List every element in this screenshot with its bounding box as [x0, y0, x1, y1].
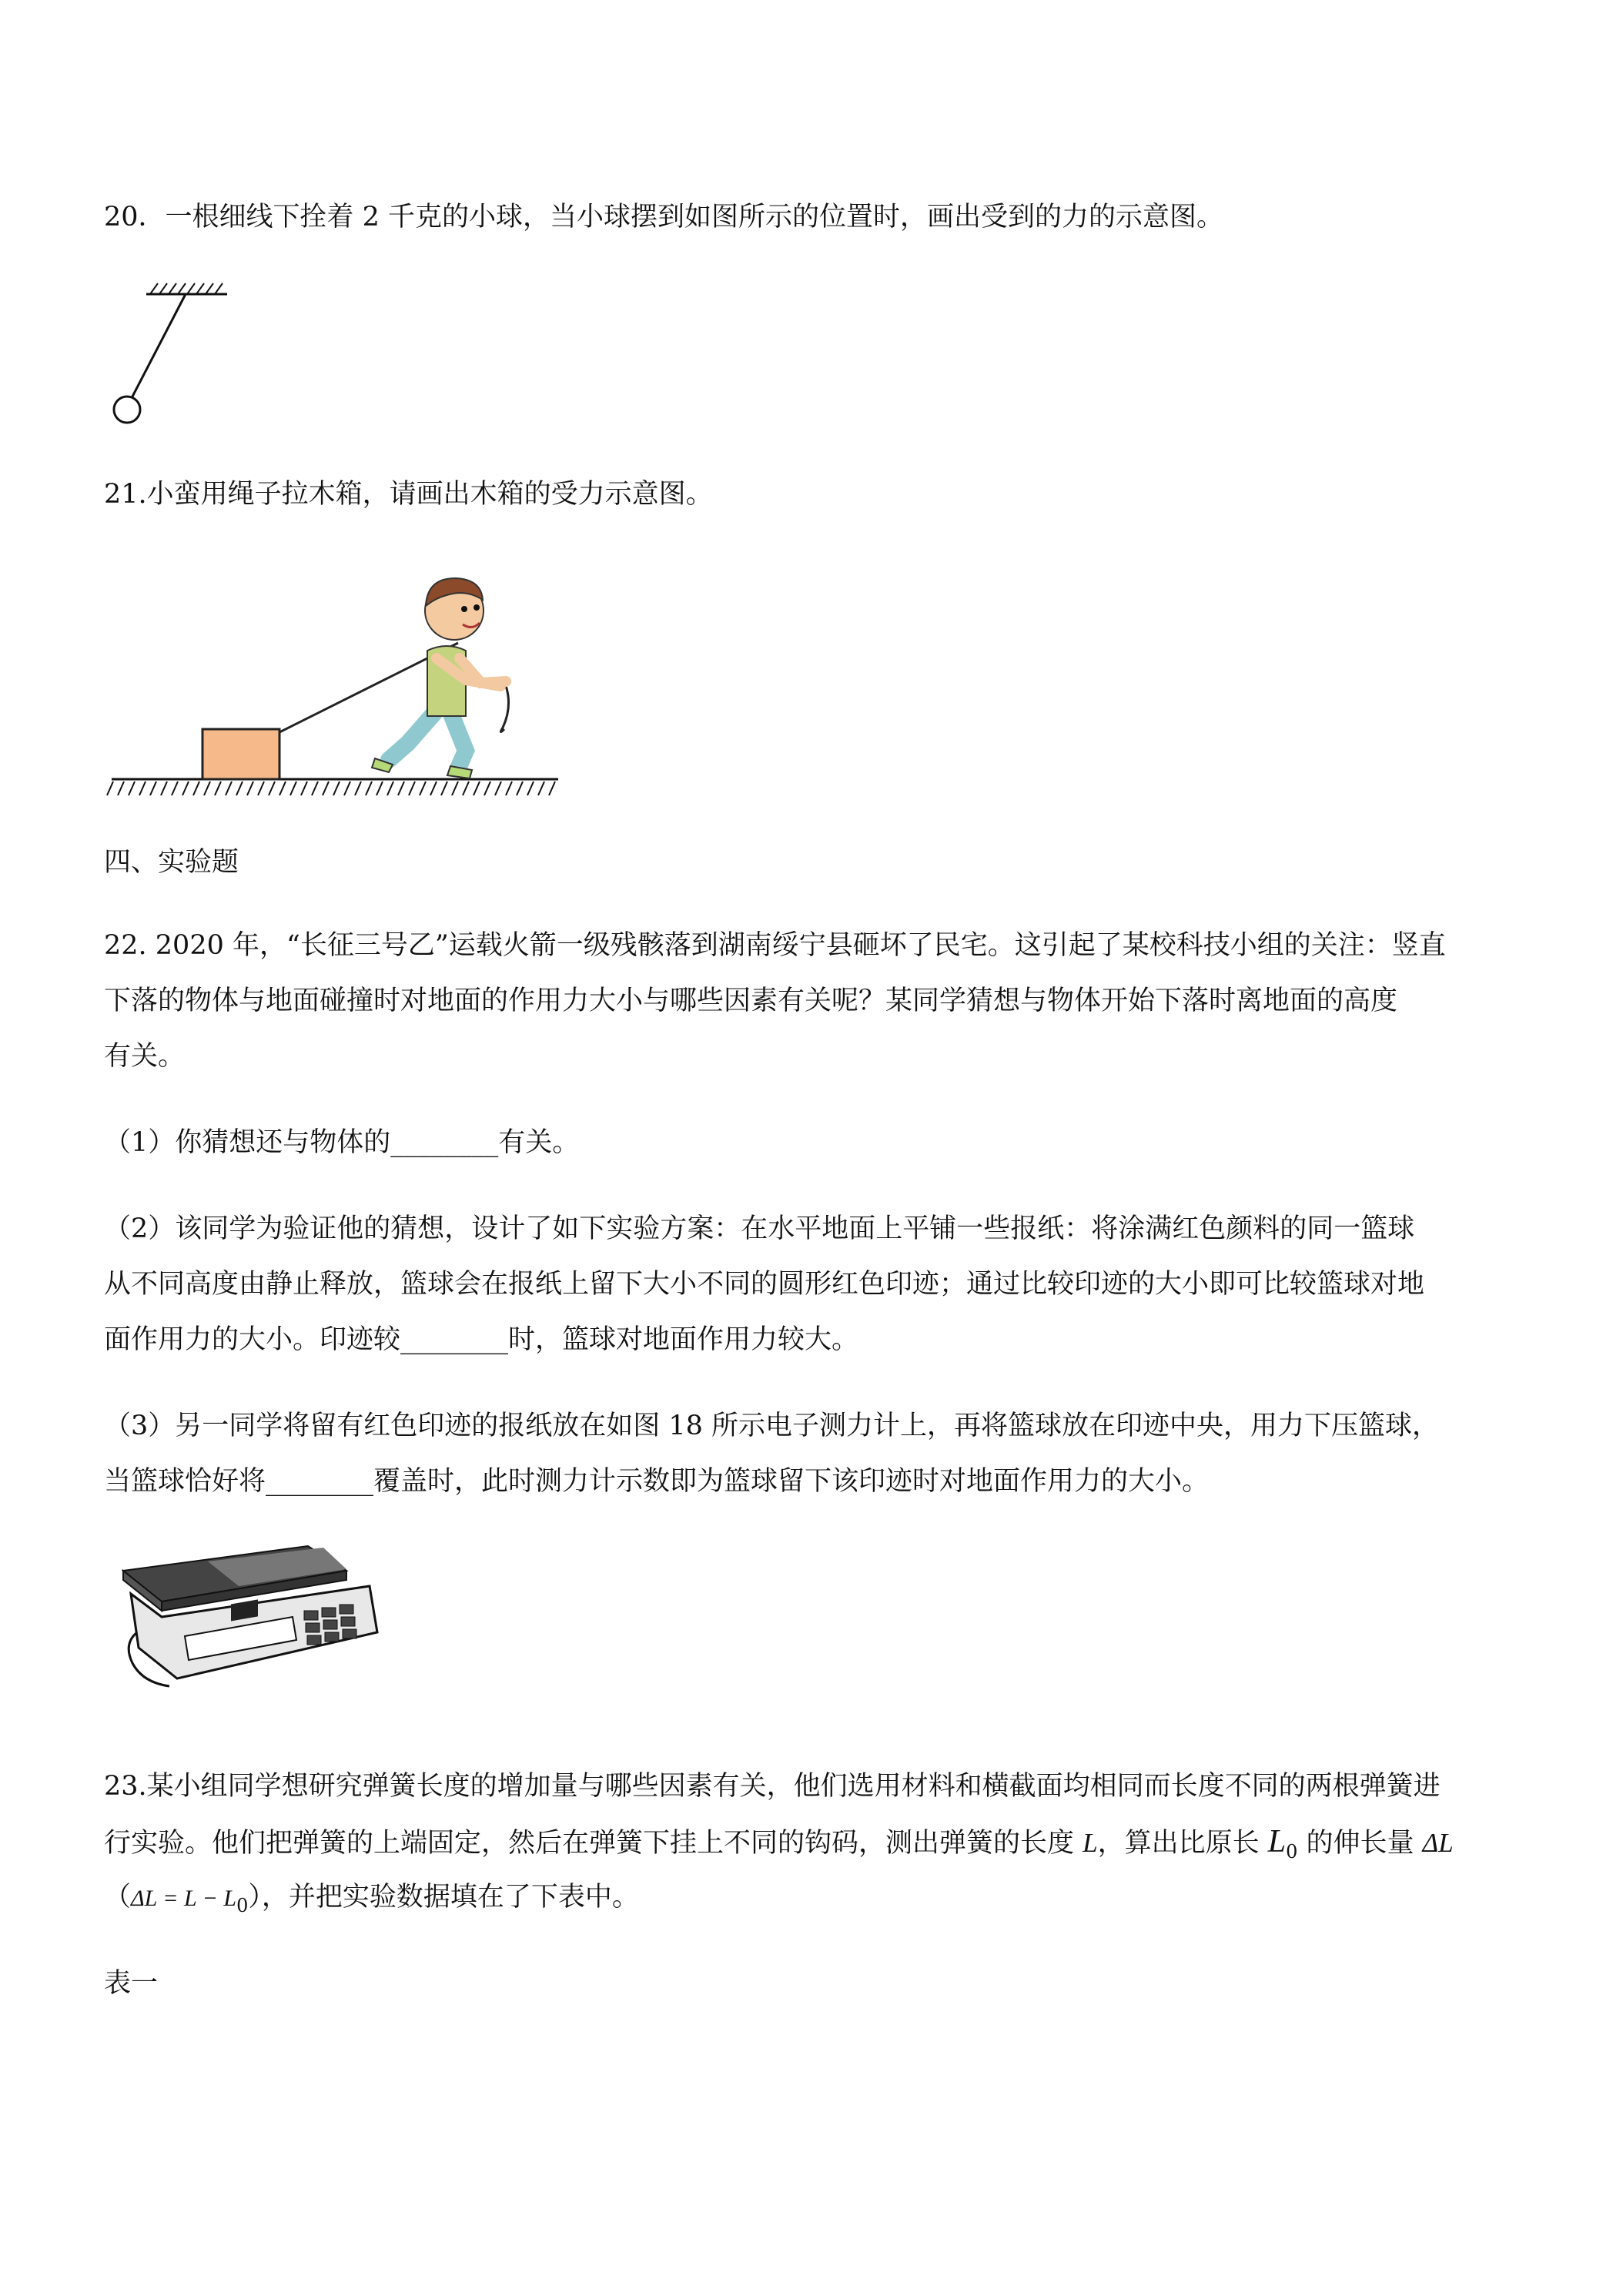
- q22-line-3: 有关。: [104, 1041, 186, 1072]
- electronic-scale-figure: [115, 1540, 408, 1694]
- q23-line-3-text: ），并把实验数据填在了下表中。: [248, 1882, 639, 1913]
- q23-line-2-text-b: ，算出比原长: [1097, 1828, 1268, 1859]
- q20-text: 20．一根细线下拴着 2 千克的小球，当小球摆到如图所示的位置时，画出受到的力的示意图。: [104, 202, 1224, 233]
- q22-line-2: 下落的物体与地面碰撞时对地面的作用力大小与哪些因素有关呢？某同学猜想与物体开始下落时离地面的高度: [104, 986, 1398, 1016]
- extension-formula: ΔL = L − L: [131, 1886, 237, 1911]
- q23-line-2-text-c: 的伸长量: [1297, 1828, 1423, 1859]
- q22-part-1: （1）你猜想还与物体的________有关。: [104, 1127, 580, 1158]
- q22-part-2-line-3: 面作用力的大小。印迹较________时，篮球对地面作用力较大。: [104, 1324, 859, 1355]
- boy-pulling-box-figure: [104, 551, 566, 805]
- length-symbol: L: [1083, 1828, 1098, 1858]
- q23-line-3-open-paren: （: [104, 1882, 132, 1913]
- q23-line-1: 23.某小组同学想研究弹簧长度的增加量与哪些因素有关，他们选用材料和横截面均相同而长度不同的两根弹簧进: [104, 1771, 1441, 1802]
- original-length-subscript: 0: [1286, 1841, 1298, 1863]
- q22-part-3-line-1: （3）另一同学将留有红色印迹的报纸放在如图 18 所示电子测力计上，再将篮球放在印迹中央，用力下压篮球，: [104, 1411, 1440, 1441]
- section-4-title: 四、实验题: [104, 847, 239, 878]
- q22-line-1: 22. 2020 年，“长征三号乙”运载火箭一级残骸落到湖南绥宁县砸坏了民宅。这引起了某校科技小组的关注：竖直: [104, 930, 1446, 961]
- table-1-title: 表一: [104, 1968, 159, 1999]
- q22-part-2-line-2: 从不同高度由静止释放，篮球会在报纸上留下大小不同的圆形红色印迹；通过比较印迹的大小即可比较篮球对地: [104, 1269, 1425, 1300]
- q22-part-3-line-2: 当篮球恰好将________覆盖时，此时测力计示数即为篮球留下该印迹时对地面作用力的大小。: [104, 1466, 1210, 1497]
- original-length-symbol: L: [1267, 1824, 1287, 1859]
- q23-line-2: [104, 1826, 1454, 1867]
- pendulum-figure: [104, 277, 243, 431]
- extension-symbol: ΔL: [1422, 1828, 1454, 1858]
- q23-line-2-text-a: 行实验。他们把弹簧的上端固定，然后在弹簧下挂上不同的钩码，测出弹簧的长度: [104, 1828, 1083, 1859]
- q21-text: 21.小蛮用绳子拉木箱，请画出木箱的受力示意图。: [104, 479, 713, 510]
- q23-line-3: [104, 1882, 639, 1921]
- q22-part-2-line-1: （2）该同学为验证他的猜想，设计了如下实验方案：在水平地面上平铺一些报纸：将涂满红色颜料的同一篮球: [104, 1213, 1415, 1244]
- extension-formula-subscript: 0: [236, 1895, 249, 1916]
